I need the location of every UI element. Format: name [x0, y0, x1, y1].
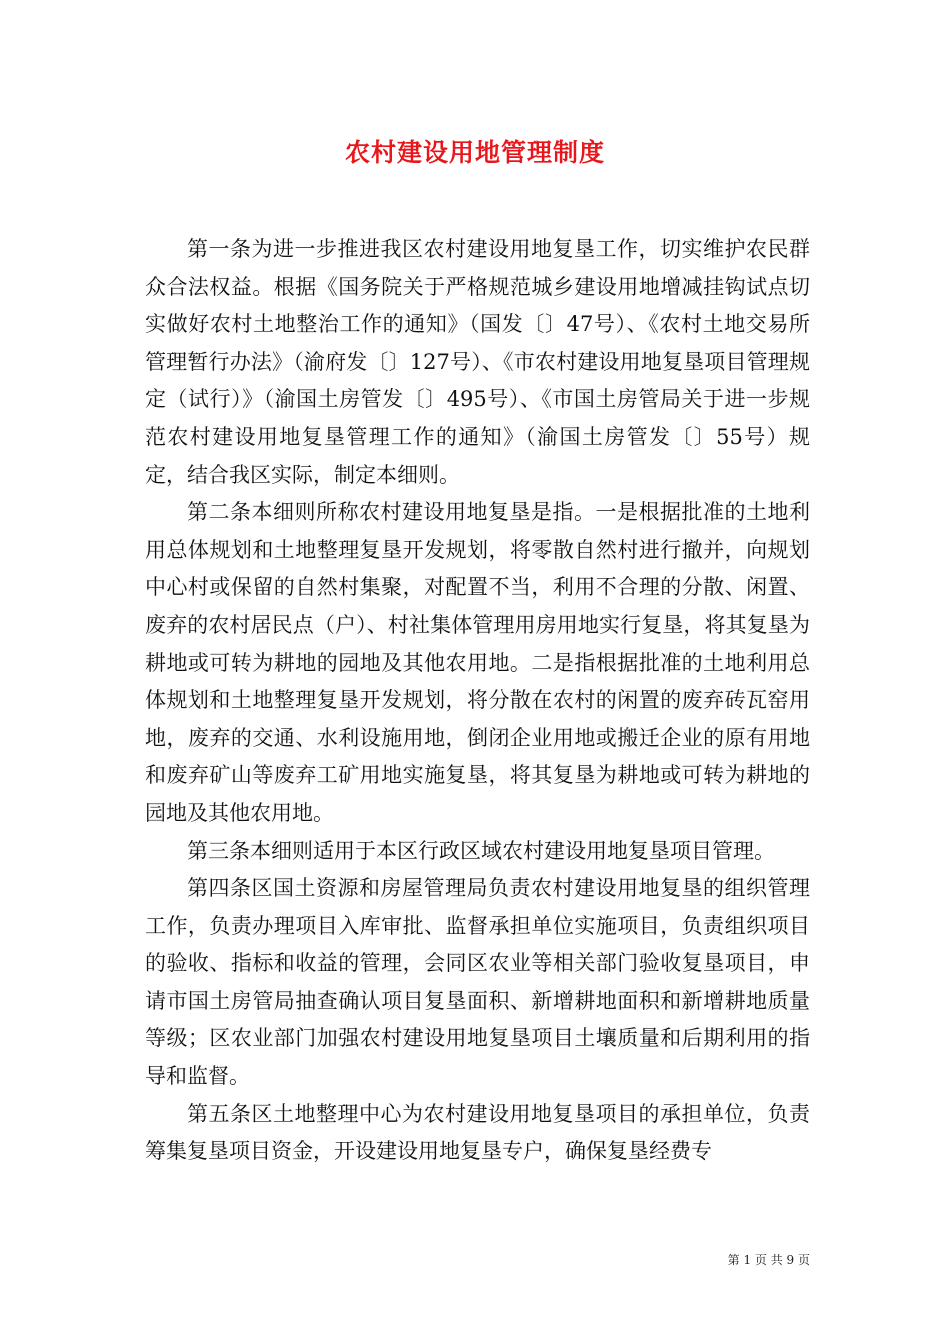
paragraph-article-4: 第四条区国土资源和房屋管理局负责农村建设用地复垦的组织管理工作，负责办理项目入库审批、监督承担单位实施项目，负责组织项目的验收、指标和收益的管理，会同区农业等相关部门验收复垦项目，申请市国土房管局抽查确认项目复垦面积、新增耕地面积和新增耕地质量等级；区农业部门加强农村建设用地复垦项目土壤质量和后期利用的指导和监督。 — [145, 876, 810, 1089]
document-title: 农村建设用地管理制度 — [344, 138, 605, 167]
paragraph-article-3: 第三条本细则适用于本区行政区域农村建设用地复垦项目管理。 — [187, 838, 775, 863]
document-body — [145, 231, 810, 1171]
paragraph-article-1: 第一条为进一步推进我区农村建设用地复垦工作，切实维护农民群众合法权益。根据《国务院关于严格规范城乡建设用地增减挂钩试点切实做好农村土地整治工作的通知》（国发〔〕47号）、《农村土地交易所管理暂行办法》（渝府发〔〕127号）、《市农村建设用地复垦项目管理规定（试行）》（渝国土房管发〔〕495号）、《市国土房管局关于进一步规范农村建设用地复垦管理工作的通知》（渝国土房管发〔〕55号）规定，结合我区实际，制定本细则。 — [145, 237, 810, 487]
paragraph-article-5: 第五条区土地整理中心为农村建设用地复垦项目的承担单位，负责筹集复垦项目资金，开设建设用地复垦专户，确保复垦经费专 — [145, 1101, 810, 1164]
page-number-footer: 第 1 页 共 9 页 — [727, 1253, 810, 1267]
paragraph-article-2: 第二条本细则所称农村建设用地复垦是指。一是根据批准的土地利用总体规划和土地整理复垦开发规划，将零散自然村进行撤并，向规划中心村或保留的自然村集聚，对配置不当，利用不合理的分散、闲置、废弃的农村居民点（户）、村社集体管理用房用地实行复垦，将其复垦为耕地或可转为耕地的园地及其他农用地。二是指根据批准的土地利用总体规划和土地整理复垦开发规划，将分散在农村的闲置的废弃砖瓦窑用地，废弃的交通、水利设施用地，倒闭企业用地或搬迁企业的原有用地和废弃矿山等废弃工矿用地实施复垦，将其复垦为耕地或可转为耕地的园地及其他农用地。 — [145, 500, 810, 825]
